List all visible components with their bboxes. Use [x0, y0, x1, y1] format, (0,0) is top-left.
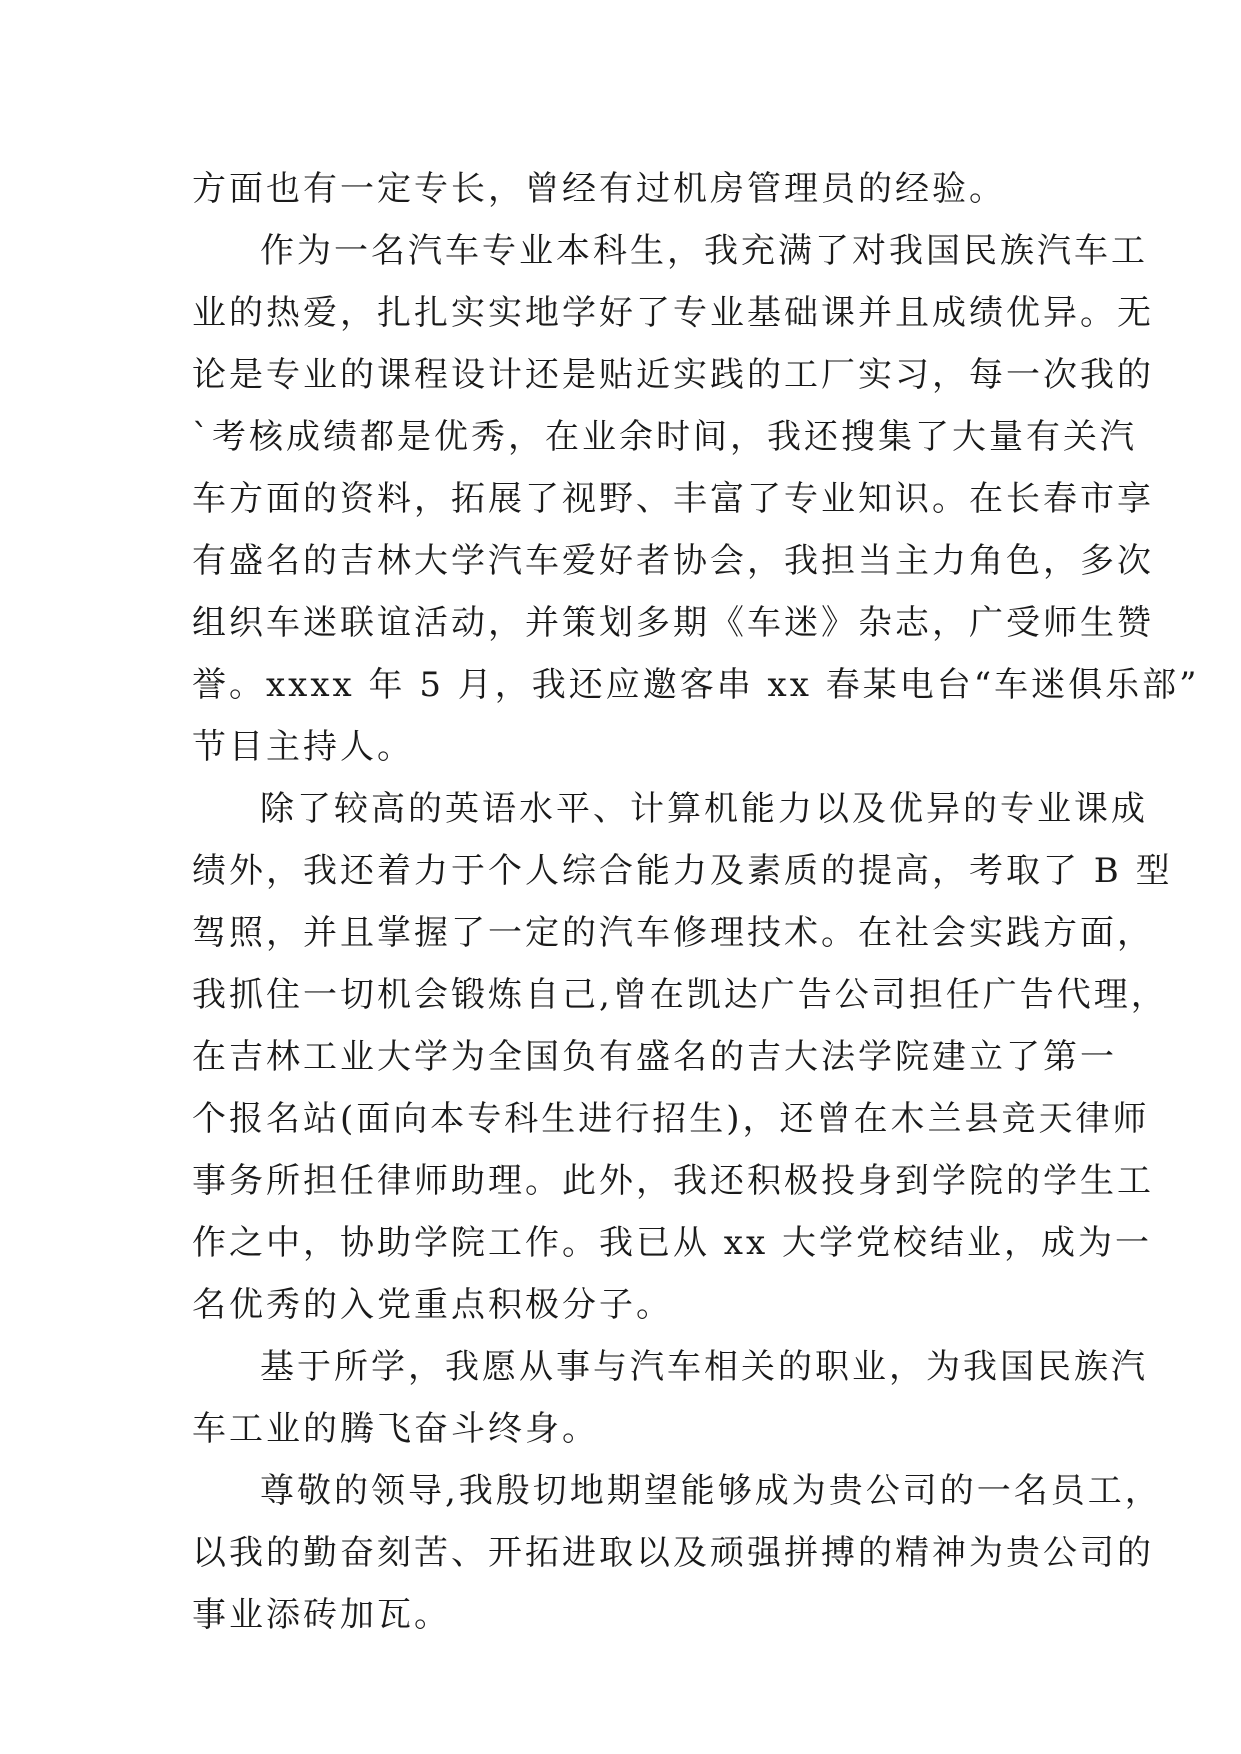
text-line: 作为一名汽车专业本科生，我充满了对我国民族汽车工: [260, 231, 1148, 271]
text-line: 在吉林工业大学为全国负有盛名的吉大法学院建立了第一: [192, 1037, 1117, 1077]
text-line: 有盛名的吉林大学汽车爱好者协会，我担当主力角色，多次: [192, 541, 1154, 581]
text-line: 方面也有一定专长，曾经有过机房管理员的经验。: [192, 169, 1006, 209]
text-line: 誉。xxxx 年 5 月，我还应邀客串 xx 春某电台“车迷俱乐部”: [192, 665, 1200, 705]
text-line: 作之中，协助学院工作。我已从 xx 大学党校结业，成为一: [192, 1223, 1152, 1263]
text-line: 论是专业的课程设计还是贴近实践的工厂实习，每一次我的: [192, 355, 1154, 395]
text-line: 车工业的腾飞奋斗终身。: [192, 1409, 599, 1449]
text-line: `考核成绩都是优秀，在业余时间，我还搜集了大量有关汽: [192, 417, 1137, 457]
text-line: 绩外，我还着力于个人综合能力及素质的提高，考取了 B 型: [192, 851, 1173, 891]
text-line: 我抓住一切机会锻炼自己,曾在凯达广告公司担任广告代理，: [192, 975, 1168, 1015]
text-line: 车方面的资料，拓展了视野、丰富了专业知识。在长春市享: [192, 479, 1154, 519]
text-line: 业的热爱，扎扎实实地学好了专业基础课并且成绩优异。无: [192, 293, 1154, 333]
text-line: 个报名站(面向本专科生进行招生)，还曾在木兰县竞天律师: [192, 1099, 1150, 1139]
text-line: 除了较高的英语水平、计算机能力以及优异的专业课成: [260, 789, 1148, 829]
text-line: 名优秀的入党重点积极分子。: [192, 1285, 673, 1325]
text-line: 驾照，并且掌握了一定的汽车修理技术。在社会实践方面，: [192, 913, 1154, 953]
letter-body: [192, 158, 1200, 1646]
text-line: 以我的勤奋刻苦、开拓进取以及顽强拼搏的精神为贵公司的: [192, 1533, 1154, 1573]
text-line: 事业添砖加瓦。: [192, 1595, 451, 1635]
text-line: 尊敬的领导,我殷切地期望能够成为贵公司的一名员工，: [260, 1471, 1162, 1511]
text-line: 基于所学，我愿从事与汽车相关的职业，为我国民族汽: [260, 1347, 1148, 1387]
text-line: 事务所担任律师助理。此外，我还积极投身到学院的学生工: [192, 1161, 1154, 1201]
text-line: 节目主持人。: [192, 727, 414, 767]
text-line: 组织车迷联谊活动，并策划多期《车迷》杂志，广受师生赞: [192, 603, 1154, 643]
